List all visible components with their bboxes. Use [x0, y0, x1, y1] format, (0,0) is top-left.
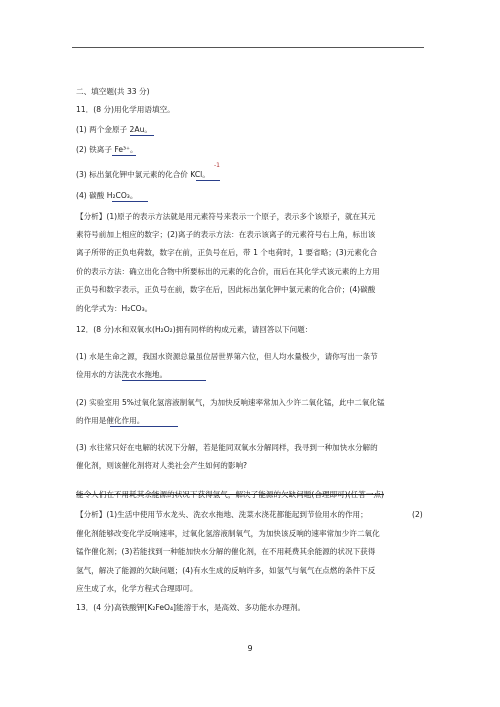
q12-part1-line: (1) 水是生命之源，我国水资源总量虽位居世界第六位，但人均水量极少，请你写出一条节 [76, 352, 378, 361]
answer-underline [110, 426, 178, 427]
q12-analysis-line: 催化剂能够改变化学反响速率，过氧化氢溶液制氧气，为加快该反响的速率常加少许二氧化 [76, 529, 380, 538]
q11-analysis-line: 离子所带的正负电荷数，数字在前，正负号在后，带 1 个电荷时，1 要省略；(3)元素化合 [76, 248, 378, 257]
answer-underline [196, 180, 220, 181]
q11-part4: (4) 碳酸 H₂CO₃。 [76, 191, 138, 200]
valence-mark: -1 [214, 162, 220, 169]
page-number: 9 [247, 644, 253, 653]
q12-part2-line: (2) 实验室用 5%过氧化氢溶液制氧气，为加快反响速率常加入少许二氧化锰，此中二氧化锰 [76, 398, 385, 407]
q12-stem: 12．(8 分)水和双氧水(H₂O₂)拥有同样的构成元素，请回答以下问题： [76, 325, 313, 334]
q11-analysis-line: 价的表示方法：确立出化合物中所要标出的元素的化合价，而后在其化学式该元素的上方用 [76, 267, 380, 276]
q12-analysis-line: 氢气，解决了能源的欠缺问题；(4)有水生成的反响许多，如氢气与氧气在点燃的条件下反 [76, 566, 376, 575]
q11-part3: (3) 标出氯化钾中氯元素的化合价 KCl。 [76, 170, 210, 179]
q12-part3-line: 催化剂，则该催化剂将对人类社会产生如何的影响? [76, 461, 248, 470]
q11-analysis-line: 【分析】(1)原子的表示方法就是用元素符号来表示一个原子，表示多个该原子，就在其元 [76, 212, 376, 221]
q12-analysis-line: 应生成了水，化学方程式合理即可。 [76, 584, 198, 593]
q12-part3-line: (3) 水往常只好在电解的状况下分解，若是能同双氧水分解同样，我寻到一种加快水分解的 [76, 443, 378, 452]
answer-underline [130, 135, 154, 136]
q12-analysis-line: 【分析】(1)生活中使用节水龙头、洗衣水拖地、洗菜水浇花都能起到节俭用水的作用； [76, 510, 368, 519]
header-rule [72, 47, 424, 48]
q12-part1-line: 俭用水的方法洗衣水拖地。 [76, 370, 168, 379]
q12-part2-line: 的作用是催化作用。 [76, 416, 145, 425]
q11-stem: 11．(8 分)用化学用语填空。 [76, 105, 175, 114]
q11-analysis-line: 正负号和数字表示，正负号在前，数字在后，因此标出氯化钾中氯元素的化合价；(4)碳酸 [76, 285, 376, 294]
q11-part2: (2) 铁离子 Fe³⁺。 [76, 145, 138, 154]
q12-analysis-right: (2) [412, 510, 423, 519]
section-title: 二、填空题(共 33 分) [76, 87, 150, 96]
q11-analysis-line: 的化学式为：H₂CO₃。 [76, 304, 153, 313]
answer-underline [122, 380, 206, 381]
q11-part1: (1) 两个金原子 2Au。 [76, 125, 152, 134]
q12-analysis-line: 锰作催化剂；(3)若能找到一种能加快水分解的催化剂，在不用耗费其余能源的状况下获得 [76, 547, 376, 556]
q12-struck-answer: 能令人们在不用耗其余能源的状况下获得氢气，解决了能源的欠缺问题(合理即可)(任答一点) [76, 490, 385, 499]
q11-analysis-line: 素符号前加上相应的数字；(2)离子的表示方法：在表示该离子的元素符号右上角，标出该 [76, 230, 376, 239]
q13-stem: 13．(4 分)高铁酸钾[K₂FeO₄]能溶于水，是高效、多功能水办理剂。 [76, 603, 306, 612]
answer-underline [112, 155, 136, 156]
answer-underline [112, 201, 148, 202]
